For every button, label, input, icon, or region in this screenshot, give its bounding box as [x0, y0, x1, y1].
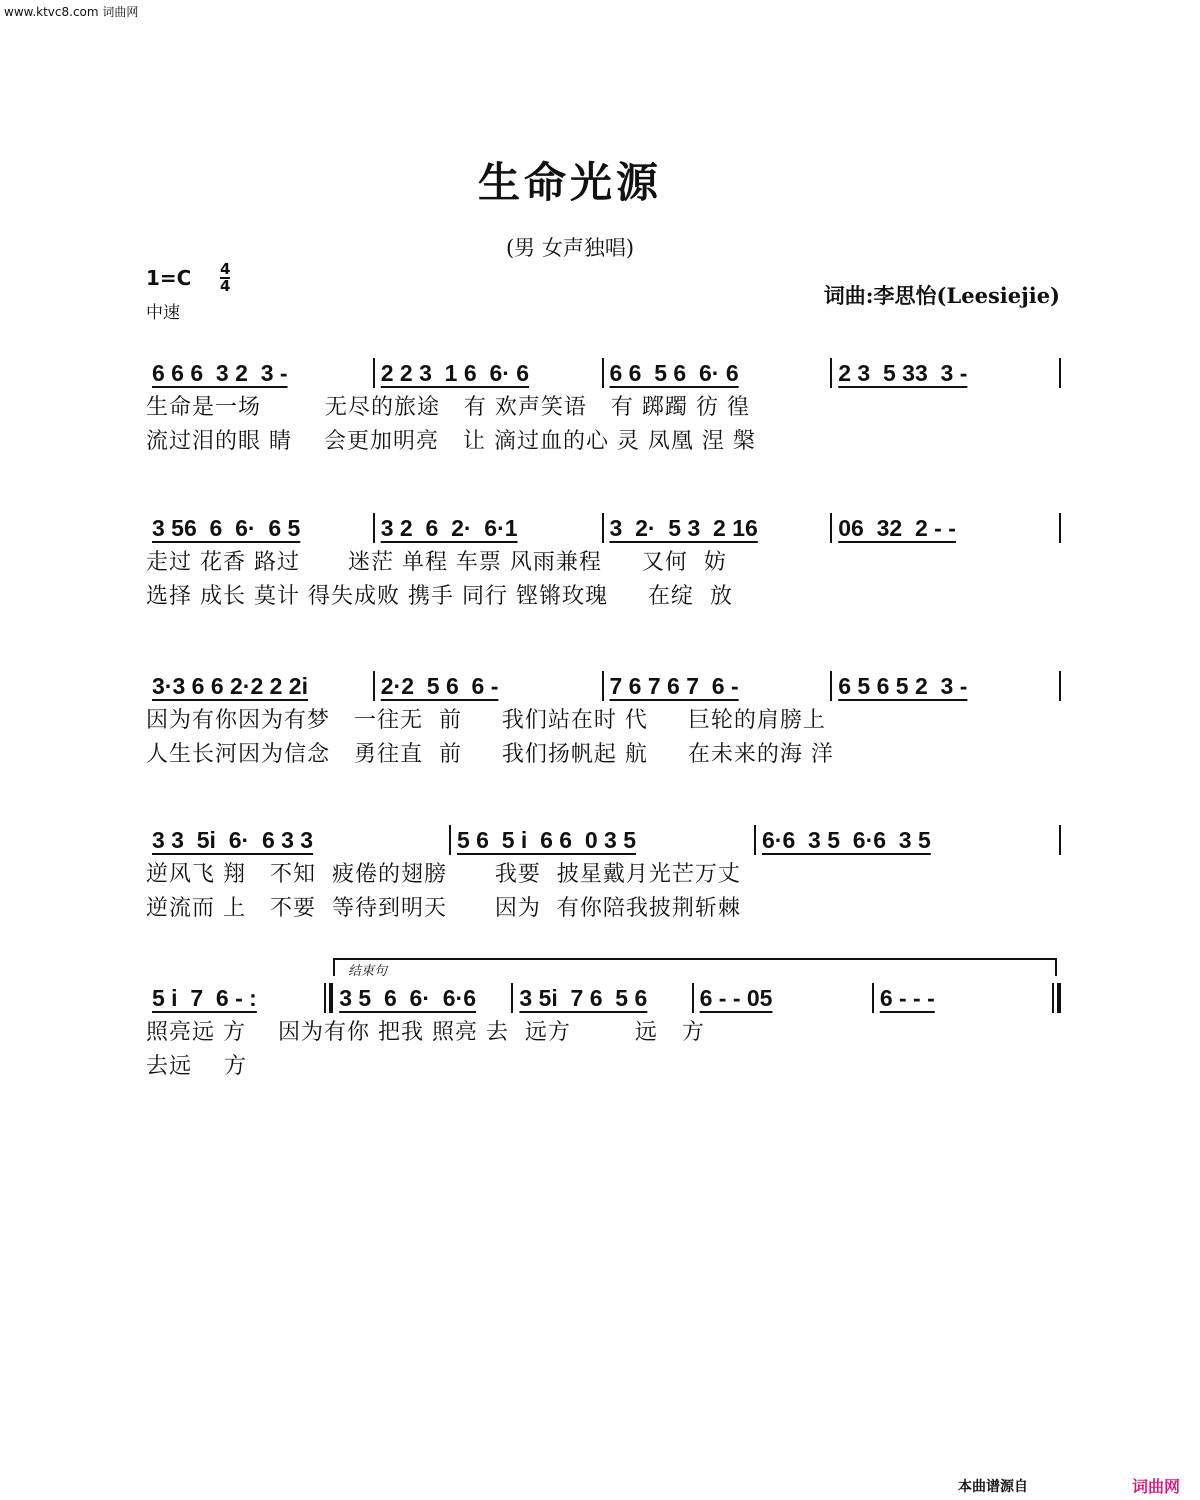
- tempo-marking: 中速: [146, 303, 180, 323]
- measure: 3 5 6 6· 6·6: [339, 984, 477, 1011]
- notes-line: [146, 510, 1061, 546]
- measure: 3 3 5i 6· 6 3 3: [152, 826, 314, 853]
- measure: 6 5 6 5 2 3 -: [838, 672, 968, 699]
- measure: 3 2 6 2· 6·1: [380, 514, 518, 541]
- score-row: [146, 510, 1061, 614]
- score-row: [146, 355, 1061, 459]
- lyric-line: 逆流而 上 不要 等待到明天 因为 有你陪我披荆斩棘: [146, 896, 741, 921]
- bar-line: [1059, 513, 1061, 543]
- measure: 3·3 6 6 2·2 2 2i: [152, 672, 308, 699]
- lyric-line: 生命是一场 无尽的旅途 有 欢声笑语 有 踯躅 彷 徨: [146, 395, 750, 420]
- notes-line: [146, 355, 1061, 391]
- measure: 6 6 5 6 6· 6: [609, 359, 739, 386]
- key-signature: 1=C: [146, 266, 192, 290]
- measure: 2 3 5 33 3 -: [838, 359, 968, 386]
- measure: 6 6 6 3 2 3 -: [152, 359, 288, 386]
- footer-brand[interactable]: 词曲网: [1132, 1477, 1181, 1496]
- measure: 2 2 3 1 6 6· 6: [380, 359, 530, 386]
- song-subtitle: (男 女声独唱): [505, 236, 635, 260]
- notes-line: [146, 668, 1061, 704]
- song-title: 生命光源: [477, 158, 662, 207]
- lyric-line: 去远 方: [146, 1054, 247, 1079]
- measure: 3 5i 7 6 5 6: [519, 984, 648, 1011]
- time-bottom: 4: [220, 277, 231, 295]
- measure: 3 2· 5 3 2 16: [609, 514, 758, 541]
- notes-line: [146, 822, 1061, 858]
- lyric-line: 流过泪的眼 睛 会更加明亮 让 滴过血的心 灵 凤凰 涅 槃: [146, 429, 756, 454]
- measure: 06 32 2 - -: [838, 514, 956, 541]
- bar-line: [1059, 671, 1061, 701]
- lyric-line: 因为有你因为有梦 一往无 前 我们站在时 代 巨轮的肩膀上: [146, 708, 826, 733]
- lyric-line: 照亮远 方 因为有你 把我 照亮 去 远方 远 方: [146, 1020, 705, 1045]
- ending-label: 结束句: [348, 964, 388, 979]
- measure: 7 6 7 6 7 6 -: [609, 672, 739, 699]
- measure: 5 6 5 i 6 6 0 3 5: [457, 826, 637, 853]
- bar-line: [1059, 825, 1061, 855]
- measure: 2·2 5 6 6 -: [380, 672, 499, 699]
- measure: 3 56 6 6· 6 5: [152, 514, 301, 541]
- bar-line: [1052, 983, 1061, 1013]
- lyric-line: 选择 成长 莫计 得失成败 携手 同行 铿锵玫瑰 在绽 放: [146, 584, 733, 609]
- time-signature: [220, 262, 230, 294]
- score-row: [146, 822, 1061, 926]
- measure: 6 - - -: [879, 984, 935, 1011]
- bar-line: [1059, 358, 1061, 388]
- score-row: [146, 668, 1061, 772]
- composer-credit: 词曲:李思怡(Leesiejie): [823, 283, 1060, 308]
- ending-bracket: [333, 958, 1057, 976]
- measure: 6 - - 05: [699, 984, 773, 1011]
- measure: 5 i 7 6 - :: [152, 984, 257, 1011]
- time-top: 4: [220, 260, 231, 278]
- score-row: [146, 980, 1061, 1084]
- bar-line: [324, 983, 333, 1013]
- footer-source: 本曲谱源自: [958, 1479, 1028, 1495]
- lyric-line: 逆风飞 翔 不知 疲倦的翅膀 我要 披星戴月光芒万丈: [146, 862, 741, 887]
- lyric-line: 人生长河因为信念 勇往直 前 我们扬帆起 航 在未来的海 洋: [146, 742, 834, 767]
- site-watermark[interactable]: www.ktvc8.com 词曲网: [4, 5, 139, 19]
- notes-line: [146, 980, 1061, 1016]
- lyric-line: 走过 花香 路过 迷茫 单程 车票 风雨兼程 又何 妨: [146, 550, 727, 575]
- measure: 6·6 3 5 6·6 3 5: [762, 826, 931, 853]
